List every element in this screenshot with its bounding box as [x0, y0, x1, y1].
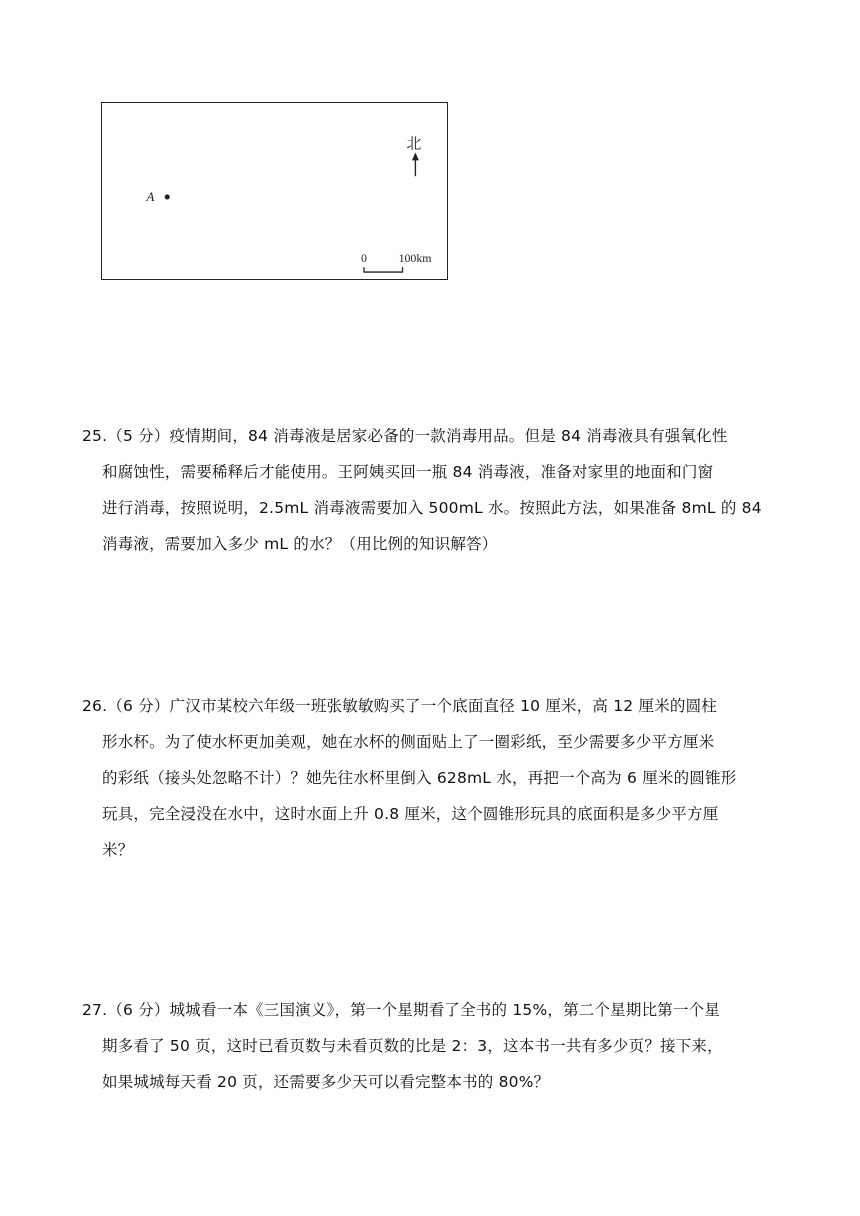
question-25-line-4: 消毒液，需要加入多少 mL 的水？（用比例的知识解答） — [102, 535, 498, 553]
question-25-line-2: 和腐蚀性，需要稀释后才能使用。王阿姨买回一瓶 84 消毒液，准备对家里的地面和门窗 — [102, 463, 714, 481]
question-27-line-1: 27.（6 分）城城看一本《三国演义》，第一个星期看了全书的 15%，第二个星期比第一个星 — [82, 1001, 721, 1019]
scale-bar — [364, 267, 403, 272]
point-a-dot — [165, 194, 170, 199]
question-27 — [82, 992, 782, 1100]
question-26-line-2: 形水杯。为了使水杯更加美观，她在水杯的侧面贴上了一圈彩纸，至少需要多少平方厘米 — [102, 733, 715, 751]
question-26-line-1: 26.（6 分）广汉市某校六年级一班张敏敏购买了一个底面直径 10 厘米，高 12 厘米的圆柱 — [82, 697, 717, 715]
north-label: 北 — [406, 135, 422, 153]
question-26-line-4: 玩具，完全浸没在水中，这时水面上升 0.8 厘米，这个圆锥形玩具的底面积是多少平方厘 — [102, 805, 719, 823]
question-25 — [82, 418, 782, 562]
scale-value-label: 100km — [398, 251, 432, 266]
question-25-line-3: 进行消毒，按照说明，2.5mL 消毒液需要加入 500mL 水。按照此方法，如果准备 8mL 的 84 — [102, 499, 762, 517]
question-27-line-2: 期多看了 50 页，这时已看页数与未看页数的比是 2：3，这本书一共有多少页？接下来， — [102, 1037, 723, 1055]
question-26-line-3: 的彩纸（接头处忽略不计）？她先往水杯里倒入 628mL 水，再把一个高为 6 厘米的圆锥形 — [102, 769, 737, 787]
north-arrow-icon — [412, 152, 419, 176]
map-figure — [101, 102, 448, 280]
point-a-label: A — [146, 189, 155, 204]
map-drawing — [102, 103, 447, 279]
question-26-line-5: 米？ — [102, 841, 134, 859]
question-25-line-1: 25.（5 分）疫情期间，84 消毒液是居家必备的一款消毒用品。但是 84 消毒液具有强氧化性 — [82, 427, 728, 445]
scale-zero-label: 0 — [361, 251, 367, 266]
question-26 — [82, 688, 782, 868]
question-27-line-3: 如果城城每天看 20 页，还需要多少天可以看完整本书的 80%？ — [102, 1073, 550, 1091]
